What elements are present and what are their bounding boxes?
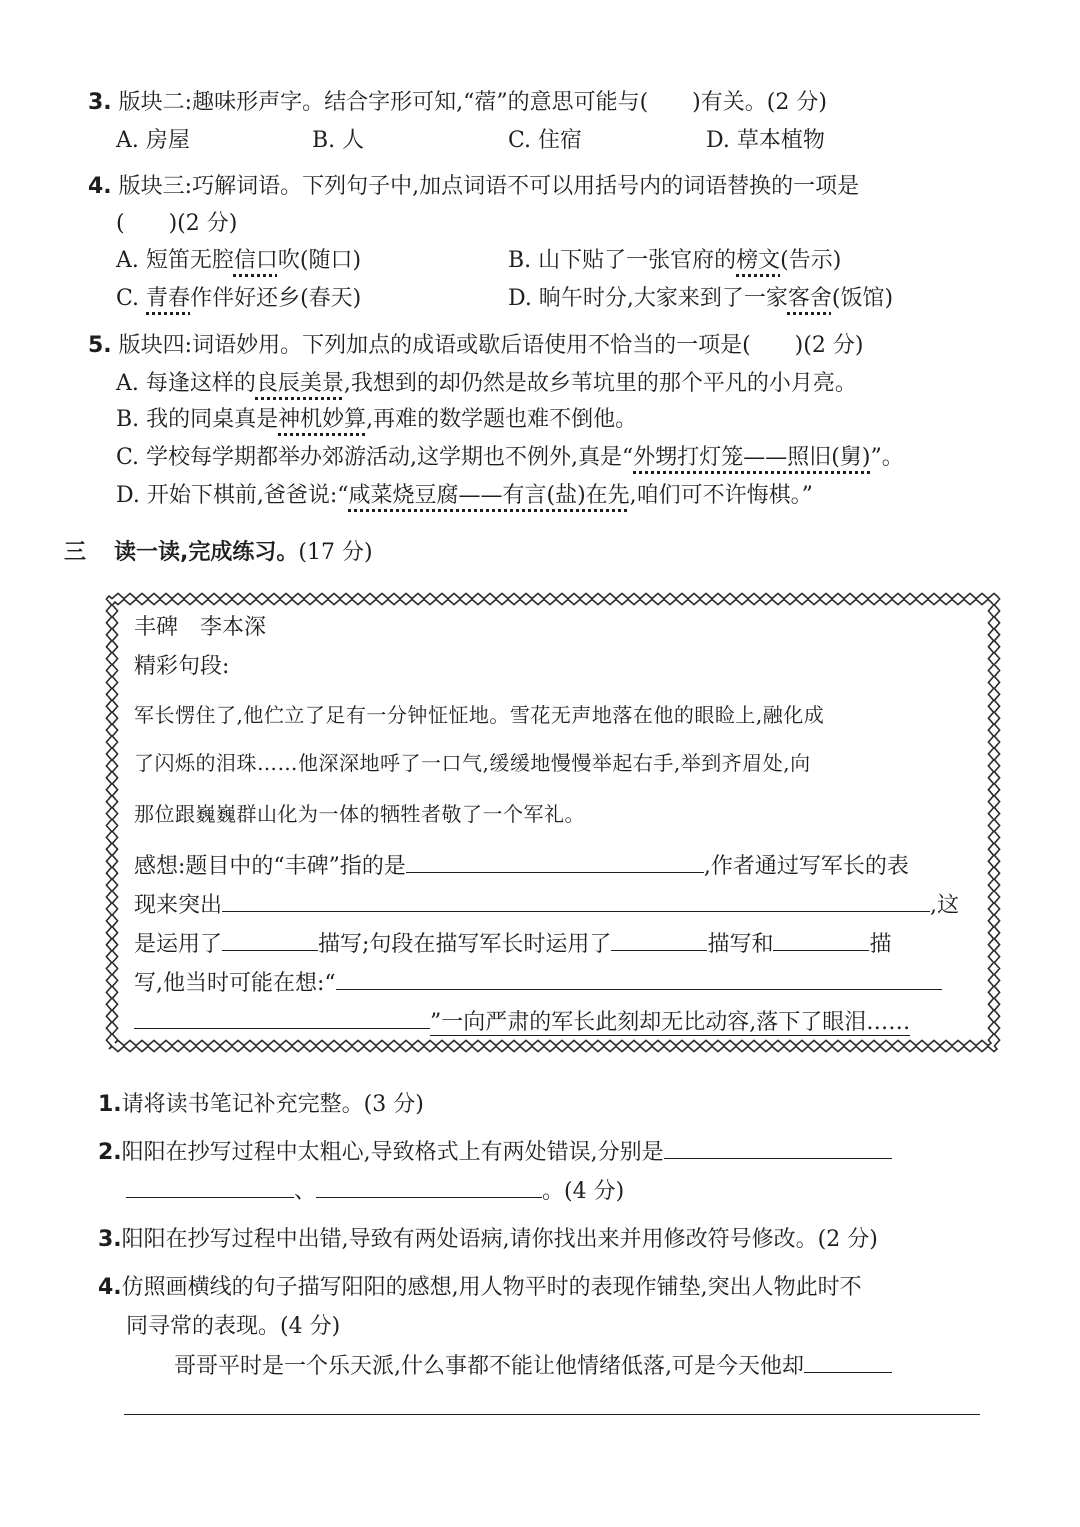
fill-blank[interactable]: [406, 850, 704, 873]
q5-option-c: C. 学校每学期都举办郊游活动,这学期也不例外,真是“外甥打灯笼——照旧(舅)”。: [116, 445, 904, 470]
q4-number: 4.: [88, 174, 112, 199]
q4-option-b: B. 山下贴了一张官府的榜文(告示): [508, 248, 842, 273]
note-quote-line-1: 军长愣住了,他伫立了足有一分钟怔怔地。雪花无声地落在他的眼睑上,融化成: [134, 703, 825, 727]
note-reflection-line-4: 写,他当时可能在想:“: [134, 967, 942, 999]
fill-blank[interactable]: [222, 928, 318, 951]
practice-q3: 3.阳阳在抄写过程中出错,导致有两处语病,请你找出来并用修改符号修改。(2 分): [98, 1227, 878, 1252]
q5-stem: 版块四:词语妙用。下列加点的成语或歇后语使用不恰当的一项是( )(2 分): [118, 333, 864, 358]
q3-option-a: A. 房屋: [116, 128, 190, 153]
q5-stem-line: [88, 331, 863, 361]
note-heading: 丰碑 李本深: [134, 615, 267, 640]
q4-stem-1: 版块三:巧解词语。下列句子中,加点词语不可以用括号内的词语替换的一项是: [118, 174, 860, 199]
dotted-word: 外甥打灯笼——照旧(舅): [633, 445, 871, 470]
section-title: 读一读,完成练习。: [114, 540, 299, 565]
fill-blank[interactable]: [316, 1175, 542, 1198]
section-label: 三: [64, 540, 87, 565]
note-quote-line-3: 那位跟巍巍群山化为一体的牺牲者敬了一个军礼。: [134, 802, 585, 826]
fill-blank[interactable]: [804, 1350, 892, 1373]
q3-stem-line: [88, 88, 827, 118]
fill-blank[interactable]: [134, 1006, 430, 1029]
q5-option-a: A. 每逢这样的良辰美景,我想到的却仍然是故乡苇坑里的那个平凡的小月亮。: [116, 371, 857, 396]
fill-blank[interactable]: [611, 928, 707, 951]
q4-option-c: C. 青春作伴好还乡(春天): [116, 286, 362, 311]
q3-number: 3.: [88, 90, 112, 115]
q4-stem-line: [88, 172, 859, 202]
practice-q4-prompt: 哥哥平时是一个乐天派,什么事都不能让他情绪低落,可是今天他却: [174, 1350, 892, 1382]
q4-stem-2: ( )(2 分): [116, 211, 238, 236]
section-score: (17 分): [298, 540, 373, 565]
dotted-word: 信口: [233, 248, 278, 273]
fill-blank[interactable]: [222, 889, 930, 912]
note-subheading: 精彩句段:: [134, 654, 230, 679]
dotted-word: 客舍: [787, 286, 832, 311]
practice-q4: 4.仿照画横线的句子描写阳阳的感想,用人物平时的表现作铺垫,突出人物此时不: [98, 1275, 862, 1300]
note-reflection-line-1: 感想:题目中的“丰碑”指的是 ,作者通过写军长的表: [134, 850, 909, 882]
q5-option-b: B. 我的同桌真是神机妙算,再难的数学题也难不倒他。: [116, 407, 638, 432]
q3-option-b: B. 人: [312, 128, 365, 153]
q4-option-a: A. 短笛无腔信口吹(随口): [116, 248, 362, 273]
q5-number: 5.: [88, 333, 112, 358]
underlined-sentence: ”一向严肃的军长此刻却无比动容,落下了眼泪……: [430, 1010, 911, 1035]
dotted-word: 咸菜烧豆腐——有言(盐)在先: [348, 483, 630, 508]
dotted-word: 良辰美景: [255, 371, 344, 396]
dotted-word: 神机妙算: [278, 407, 367, 432]
practice-q2: 2.阳阳在抄写过程中太粗心,导致格式上有两处错误,分别是: [98, 1136, 892, 1168]
dotted-word: 榜文: [736, 248, 781, 273]
q3-option-c: C. 住宿: [508, 128, 583, 153]
note-reflection-line-5: [134, 1006, 910, 1038]
q4-option-d: D. 晌午时分,大家来到了一家客舍(饭馆): [508, 286, 894, 311]
dotted-word: 青春: [146, 286, 191, 311]
note-reflection-line-2: 现来突出 ,这: [134, 889, 959, 921]
practice-q2-line-2: 、 。(4 分): [126, 1175, 624, 1207]
fill-blank[interactable]: [773, 928, 869, 951]
fill-blank[interactable]: [664, 1136, 892, 1159]
q3-stem: 版块二:趣味形声字。结合字形可知,“蓿”的意思可能与( )有关。(2 分): [118, 90, 827, 115]
note-reflection-line-3: 是运用了 描写;句段在描写军长时运用了 描写和 描: [134, 928, 891, 960]
practice-q1: 1.请将读书笔记补充完整。(3 分): [98, 1092, 424, 1117]
section-3-heading: [64, 538, 373, 568]
q3-option-d: D. 草本植物: [706, 128, 825, 153]
q5-option-d: D. 开始下棋前,爸爸说:“咸菜烧豆腐——有言(盐)在先,咱们可不许悔棋。”: [116, 483, 813, 508]
fill-blank[interactable]: [336, 967, 942, 990]
fill-blank[interactable]: [126, 1175, 294, 1198]
answer-line[interactable]: [124, 1414, 980, 1415]
practice-q4-line-2: 同寻常的表现。(4 分): [126, 1314, 341, 1339]
note-quote-line-2: 了闪烁的泪珠……他深深地呼了一口气,缓缓地慢慢举起右手,举到齐眉处,向: [134, 751, 811, 775]
